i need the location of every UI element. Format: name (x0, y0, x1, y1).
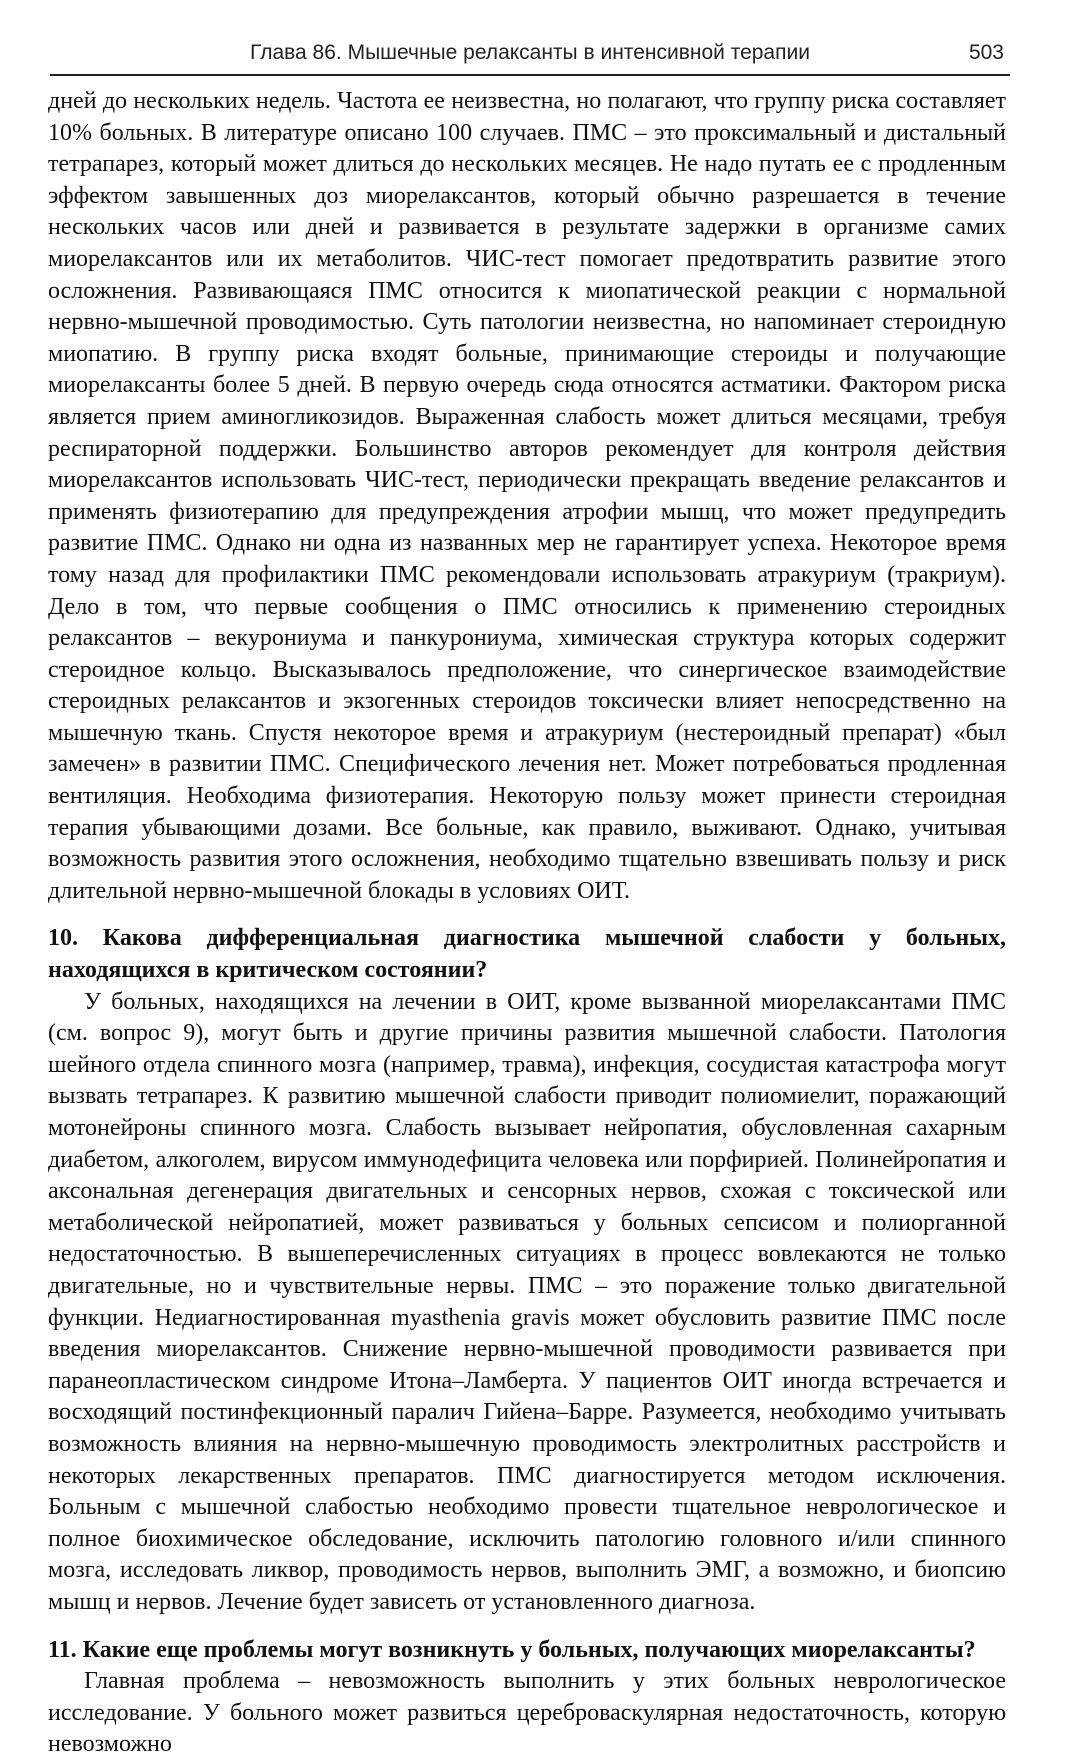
question-11-answer: Главная проблема – невозможность выполнить у этих больных неврологическое исследование. У больного может развиться цереброваскулярная недостаточность, которую невозможно (48, 1668, 1006, 1758)
question-10-title: 10. Какова дифференциальная диагностика мышечной слабости у больных, находящихся в критическом состоянии? (48, 925, 1006, 984)
chapter-title: Глава 86. Мышечные релаксанты в интенсивной терапии (250, 41, 810, 64)
page-number: 503 (968, 41, 1004, 64)
page-body (48, 86, 1006, 1761)
question-10-answer: У больных, находящихся на лечении в ОИТ, кроме вызванной миорелаксантами ПМС (см. вопрос 9), могут быть и другие причины развития мышечной слабости. Патология шейного отдела спинного мозга (например, травма), инфекция, сосудистая катастрофа могут вызвать тетрапарез. К развитию мышечной слабости приводит полиомиелит, поражающий мотонейроны спинного мозга. Слабость вызывает нейропатия, обусловленная сахарным диабетом, алкоголем, вирусом иммунодефицита человека или порфирией. Полинейропатия и аксональная дегенерация двигательных и сенсорных нервов, схожая с токсической или метаболической нейропатией, может развиваться у больных сепсисом и полиорганной недостаточностью. В вышеперечисленных ситуациях в процесс вовлекаются не только двигательные, но и чувствительные нервы. ПМС – это поражение только двигательной функции. Недиагностированная myasthenia gravis может обусловить развитие ПМС после введения миорелаксантов. Снижение нервно-мышечной проводимости развивается при паранеопластическом синдроме Итона–Ламберта. У пациентов ОИТ иногда встречается и восходящий постинфекционный паралич Гийена–Барре. Разумеется, необходимо учитывать возможность влияния на нервно-мышечную проводимость электролитных расстройств и некоторых лекарственных препаратов. ПМС диагностируется методом исключения. Больным с мышечной слабостью необходимо провести тщательное неврологическое и полное биохимическое обследование, исключить патологию головного и/или спинного мозга, исследовать ликвор, проводимость нервов, выполнить ЭМГ, а возможно, и биопсию мышц и нервов. Лечение будет зависеть от установленного диагноза. (48, 988, 1006, 1615)
running-header (50, 36, 1010, 76)
paragraph-continued: дней до нескольких недель. Частота ее неизвестна, но полагают, что группу риска составляет 10% больных. В литературе описано 100 случаев. ПМС – это проксимальный и дистальный тетрапарез, который может длиться до нескольких месяцев. Не надо путать ее с продленным эффектом завышенных доз миорелаксантов, который обычно разрешается в течение нескольких часов или дней и развивается в результате задержки в организме самих миорелаксантов или их метаболитов. ЧИС-тест помогает предотвратить развитие этого осложнения. Развивающаяся ПМС относится к миопатической реакции с нормальной нервно-мышечной проводимостью. Суть патологии неизвестна, но напоминает стероидную миопатию. В группу риска входят больные, принимающие стероиды и получающие миорелаксанты более 5 дней. В первую очередь сюда относятся астматики. Фактором риска является прием аминогликозидов. Выраженная слабость может длиться месяцами, требуя респираторной поддержки. Большинство авторов рекомендует для контроля действия миорелаксантов использовать ЧИС-тест, периодически прекращать введение релаксантов и применять физиотерапию для предупреждения атрофии мышц, что может предупредить развитие ПМС. Однако ни одна из названных мер не гарантирует успеха. Некоторое время тому назад для профилактики ПМС рекомендовали использовать атракуриум (тракриум). Дело в том, что первые сообщения о ПМС относились к применению стероидных релаксантов – векурониума и панкурониума, химическая структура которых содержит стероидное кольцо. Высказывалось предположение, что синергическое взаимодействие стероидных релаксантов и экзогенных стероидов токсически влияет непосредственно на мышечную ткань. Спустя некоторое время и атракуриум (нестероидный препарат) «был замечен» в развитии ПМС. Специфического лечения нет. Может потребоваться продленная вентиляция. Необходима физиотерапия. Некоторую пользу может принести стероидная терапия убывающими дозами. Все больные, как правило, выживают. Однако, учитывая возможность развития этого осложнения, необходимо тщательно взвешивать пользу и риск длительной нервно-мышечной блокады в условиях ОИТ. (48, 88, 1006, 904)
question-11-title: 11. Какие еще проблемы могут возникнуть у больных, получающих миорелаксанты? (48, 1636, 976, 1663)
